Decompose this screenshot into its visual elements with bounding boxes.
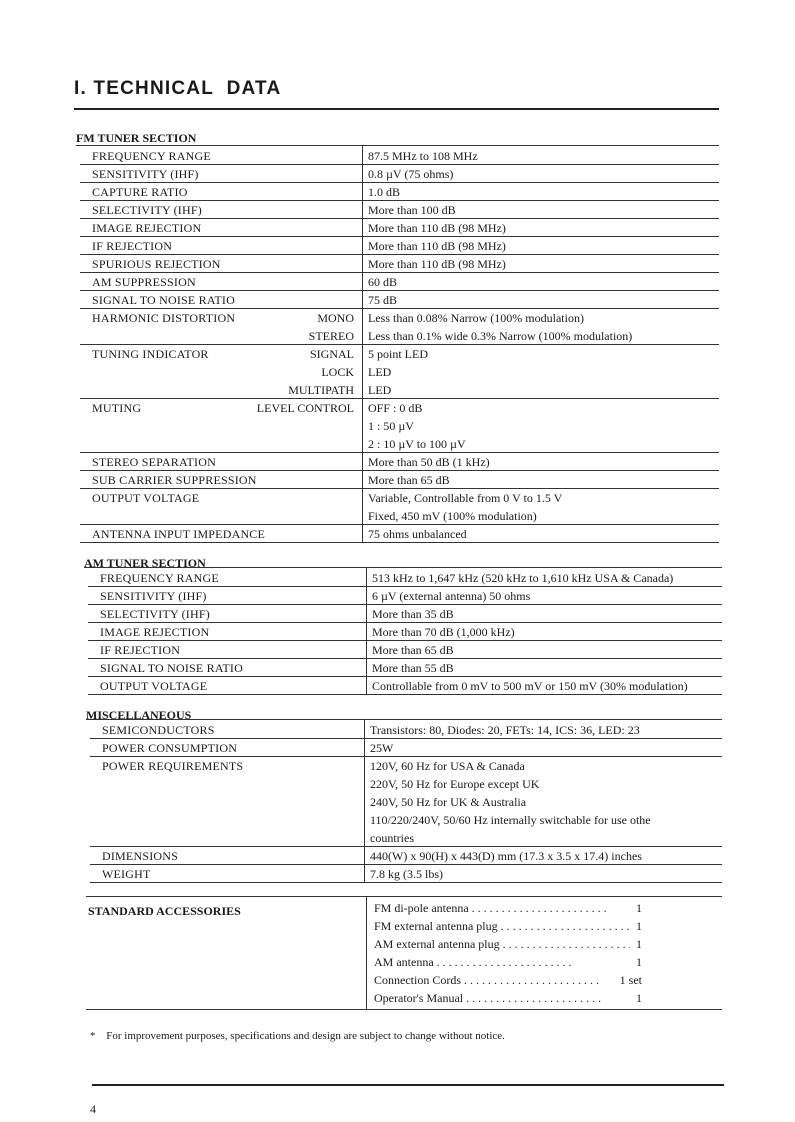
am-value-image-rejection: More than 70 dB (1,000 kHz) (372, 625, 515, 639)
fm-value-signal-to-noise-ratio: 75 dB (368, 293, 398, 307)
am-section-title: AM TUNER SECTION (84, 556, 206, 570)
fm-label-frequency-range: FREQUENCY RANGE (92, 149, 211, 163)
misc-value-power-requirements: 220V, 50 Hz for Europe except UK (370, 777, 540, 791)
accessory-name: AM external antenna plug . . . (374, 937, 630, 951)
accessory-item (374, 953, 630, 971)
title-divider (74, 108, 719, 110)
accessory-qty: 1 (633, 917, 642, 935)
misc-value-power-requirements: 110/220/240V, 50/60 Hz internally switchable for use othe (370, 813, 651, 827)
fm-label-tuning-indicator: TUNING INDICATOR (92, 347, 209, 361)
fm-value-tuning-indicator: LED (368, 365, 392, 379)
fm-label-sensitivity-ihf: SENSITIVITY (IHF) (92, 167, 199, 181)
accessory-item (374, 899, 630, 917)
fm-label-selectivity-ihf: SELECTIVITY (IHF) (92, 203, 202, 217)
fm-value-muting: 2 : 10 µV to 100 µV (368, 437, 466, 451)
am-label-image-rejection: IMAGE REJECTION (100, 625, 210, 639)
fm-sublabel-muting: LEVEL CONTROL (256, 401, 354, 415)
am-label-sensitivity-ihf: SENSITIVITY (IHF) (100, 589, 207, 603)
am-column-divider (366, 568, 367, 694)
accessory-name: FM di-pole antenna . . . (374, 901, 607, 915)
accessory-name: Connection Cords . . . (374, 973, 599, 987)
fm-value-stereo-separation: More than 50 dB (1 kHz) (368, 455, 490, 469)
fm-value-image-rejection: More than 110 dB (98 MHz) (368, 221, 506, 235)
misc-value-power-consumption: 25W (370, 741, 394, 755)
misc-value-power-requirements: 240V, 50 Hz for UK & Australia (370, 795, 527, 809)
fm-label-sub-carrier-suppression: SUB CARRIER SUPPRESSION (92, 473, 257, 487)
accessory-item (374, 989, 630, 1007)
accessories-column-divider (366, 897, 367, 1009)
am-label-frequency-range: FREQUENCY RANGE (100, 571, 219, 585)
accessory-qty: 1 (633, 953, 642, 971)
am-value-selectivity-ihf: More than 35 dB (372, 607, 454, 621)
fm-value-output-voltage: Fixed, 450 mV (100% modulation) (368, 509, 537, 523)
accessory-qty: 1 (633, 899, 642, 917)
footer-divider (92, 1084, 724, 1086)
am-value-signal-to-noise-ratio: More than 55 dB (372, 661, 454, 675)
accessory-name: AM antenna . . . (374, 955, 572, 969)
accessories-top-rule (86, 896, 722, 897)
accessory-qty: 1 (633, 935, 642, 953)
am-value-sensitivity-ihf: 6 µV (external antenna) 50 ohms (372, 589, 531, 603)
fm-value-harmonic-distortion: Less than 0.1% wide 0.3% Narrow (100% modulation) (368, 329, 633, 343)
fm-column-divider (362, 146, 363, 542)
accessories-bottom-rule (86, 1009, 722, 1010)
am-label-selectivity-ihf: SELECTIVITY (IHF) (100, 607, 210, 621)
misc-section-title: MISCELLANEOUS (86, 708, 192, 722)
footnote (90, 1030, 505, 1042)
fm-label-harmonic-distortion: HARMONIC DISTORTION (92, 311, 236, 325)
am-label-signal-to-noise-ratio: SIGNAL TO NOISE RATIO (100, 661, 243, 675)
fm-label-image-rejection: IMAGE REJECTION (92, 221, 202, 235)
misc-value-weight: 7.8 kg (3.5 lbs) (370, 867, 443, 881)
am-value-output-voltage: Controllable from 0 mV to 500 mV or 150 mV (30% modulation) (372, 679, 688, 693)
fm-sublabel-tuning-indicator: SIGNAL (310, 347, 354, 361)
fm-value-output-voltage: Variable, Controllable from 0 V to 1.5 V (368, 491, 563, 505)
accessory-item (374, 935, 630, 953)
misc-label-power-requirements: POWER REQUIREMENTS (102, 759, 244, 773)
footnote-text: For improvement purposes, specifications and design are subject to change without notice. (106, 1030, 505, 1042)
misc-label-semiconductors: SEMICONDUCTORS (102, 723, 215, 737)
fm-value-am-suppression: 60 dB (368, 275, 398, 289)
fm-value-sensitivity-ihf: 0.8 µV (75 ohms) (368, 167, 454, 181)
fm-value-capture-ratio: 1.0 dB (368, 185, 401, 199)
am-value-if-rejection: More than 65 dB (372, 643, 454, 657)
fm-label-stereo-separation: STEREO SEPARATION (92, 455, 216, 469)
fm-value-frequency-range: 87.5 MHz to 108 MHz (368, 149, 478, 163)
fm-label-muting: MUTING (92, 401, 142, 415)
fm-value-tuning-indicator: LED (368, 383, 392, 397)
fm-label-signal-to-noise-ratio: SIGNAL TO NOISE RATIO (92, 293, 235, 307)
page-title: I. TECHNICAL DATA (74, 78, 282, 99)
fm-value-muting: 1 : 50 µV (368, 419, 414, 433)
fm-value-selectivity-ihf: More than 100 dB (368, 203, 456, 217)
fm-value-spurious-rejection: More than 110 dB (98 MHz) (368, 257, 506, 271)
fm-value-if-rejection: More than 110 dB (98 MHz) (368, 239, 506, 253)
misc-value-power-requirements: 120V, 60 Hz for USA & Canada (370, 759, 525, 773)
fm-value-tuning-indicator: 5 point LED (368, 347, 428, 361)
fm-label-am-suppression: AM SUPPRESSION (92, 275, 196, 289)
fm-sublabel-harmonic-distortion: STEREO (308, 329, 354, 343)
fm-value-harmonic-distortion: Less than 0.08% Narrow (100% modulation) (368, 311, 584, 325)
am-label-output-voltage: OUTPUT VOLTAGE (100, 679, 208, 693)
fm-section-title: FM TUNER SECTION (76, 131, 197, 145)
fm-label-capture-ratio: CAPTURE RATIO (92, 185, 188, 199)
misc-value-semiconductors: Transistors: 80, Diodes: 20, FETs: 14, ICS: 36, LED: 23 (370, 723, 640, 737)
accessory-name: Operator's Manual . . . (374, 991, 601, 1005)
fm-sublabel-tuning-indicator: MULTIPATH (288, 383, 354, 397)
misc-label-dimensions: DIMENSIONS (102, 849, 179, 863)
accessory-qty: 1 set (617, 971, 642, 989)
am-value-frequency-range: 513 kHz to 1,647 kHz (520 kHz to 1,610 kHz USA & Canada) (372, 571, 674, 585)
fm-sublabel-tuning-indicator: LOCK (321, 365, 354, 379)
footnote-star: * (90, 1030, 96, 1042)
accessory-name: FM external antenna plug . . . (374, 919, 630, 933)
fm-value-antenna-input-impedance: 75 ohms unbalanced (368, 527, 467, 541)
accessory-item (374, 971, 630, 989)
misc-value-dimensions: 440(W) x 90(H) x 443(D) mm (17.3 x 3.5 x 17.4) inches (370, 849, 642, 863)
misc-label-power-consumption: POWER CONSUMPTION (102, 741, 238, 755)
accessory-item (374, 917, 630, 935)
misc-column-divider (364, 720, 365, 882)
fm-sublabel-harmonic-distortion: MONO (317, 311, 354, 325)
fm-label-output-voltage: OUTPUT VOLTAGE (92, 491, 200, 505)
fm-label-spurious-rejection: SPURIOUS REJECTION (92, 257, 221, 271)
fm-value-muting: OFF : 0 dB (368, 401, 423, 415)
page-number: 4 (90, 1102, 96, 1116)
fm-value-sub-carrier-suppression: More than 65 dB (368, 473, 450, 487)
accessories-section-title: STANDARD ACCESSORIES (88, 904, 241, 918)
am-label-if-rejection: IF REJECTION (100, 643, 181, 657)
fm-label-antenna-input-impedance: ANTENNA INPUT IMPEDANCE (92, 527, 266, 541)
fm-label-if-rejection: IF REJECTION (92, 239, 173, 253)
misc-label-weight: WEIGHT (102, 867, 151, 881)
accessory-qty: 1 (633, 989, 642, 1007)
misc-value-power-requirements: countries (370, 831, 414, 845)
